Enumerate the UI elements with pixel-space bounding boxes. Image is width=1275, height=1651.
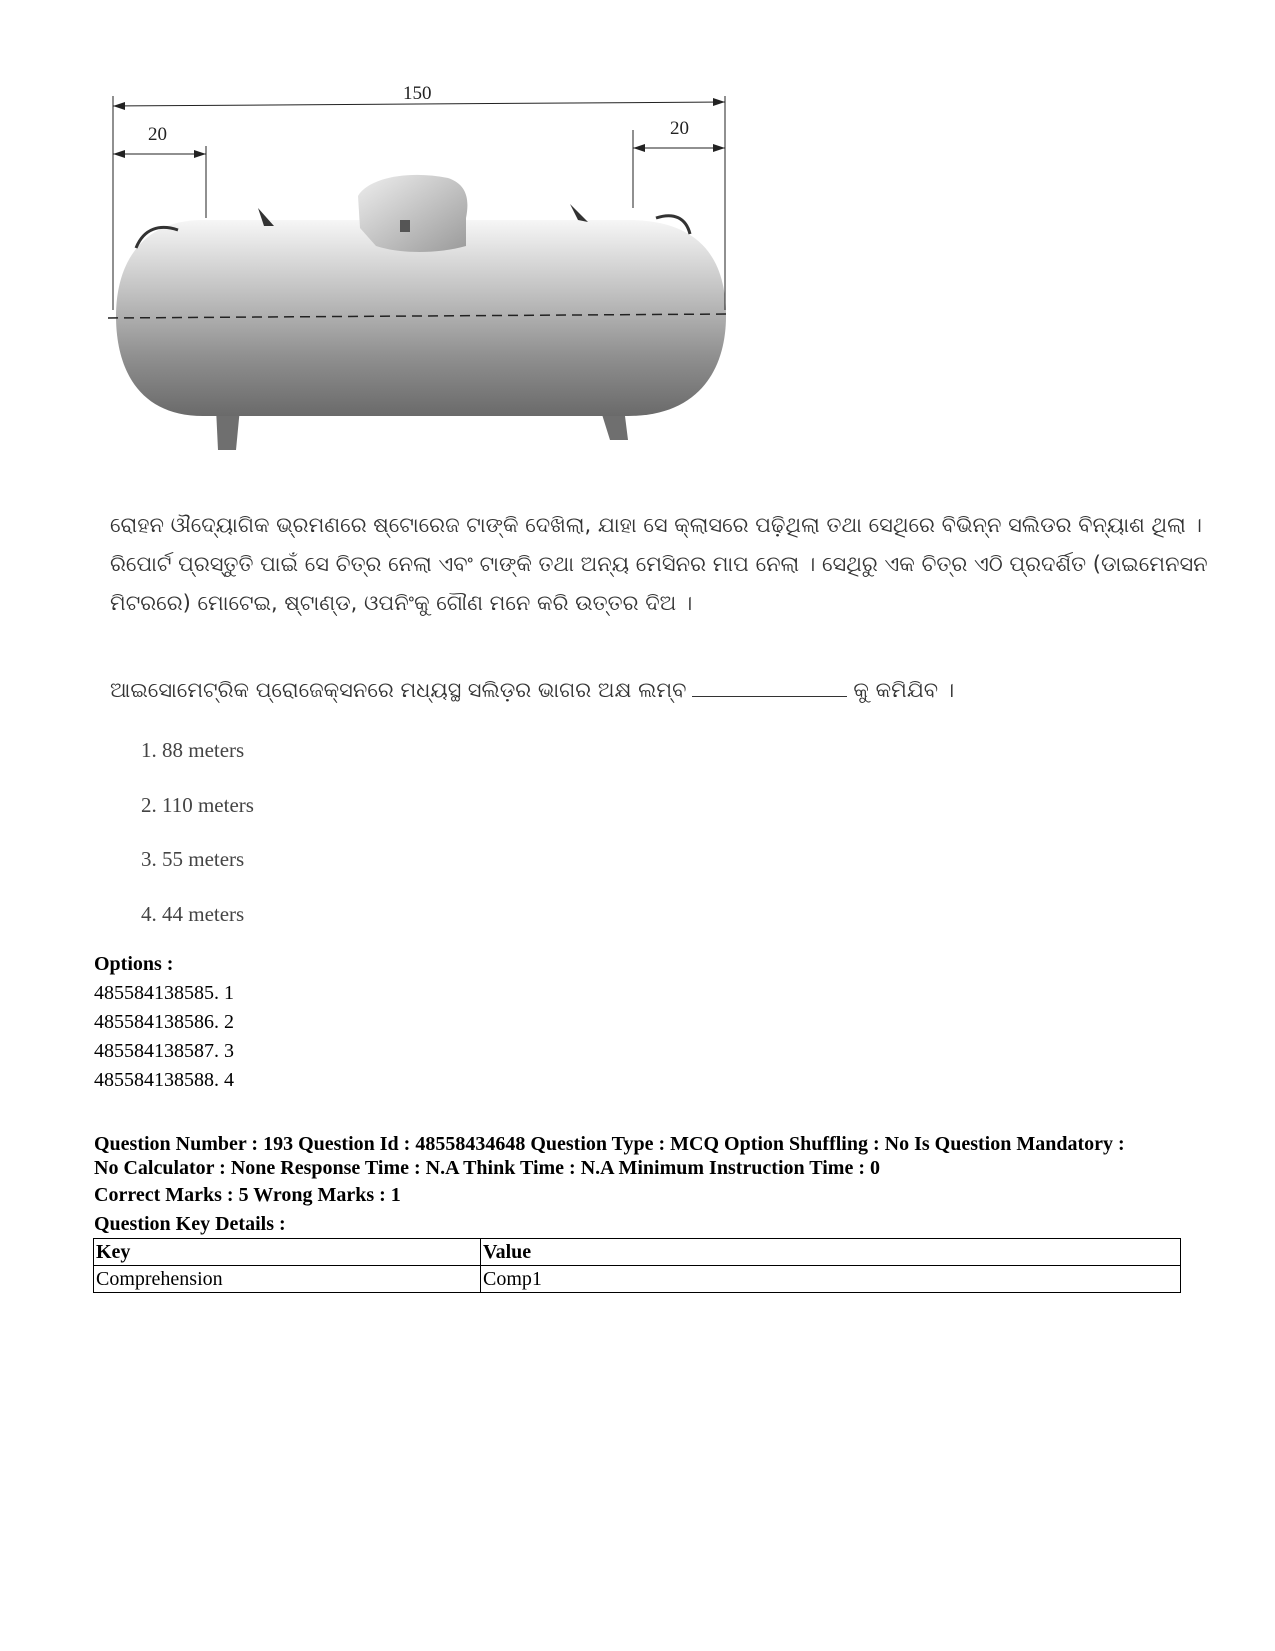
table-row — [94, 1266, 1181, 1293]
answer-choices — [141, 738, 254, 956]
question-meta — [94, 1132, 1194, 1180]
choice-item: 3. 55 meters — [141, 847, 245, 871]
choice-item: 2. 110 meters — [141, 792, 254, 817]
answer-blank — [692, 678, 847, 697]
option-id: 485584138587. 3 — [94, 1040, 234, 1062]
arrowhead — [194, 150, 206, 158]
question-text-end: କୁ କମିଯିବ । — [853, 678, 955, 702]
arrowhead — [113, 102, 125, 110]
arrowhead — [713, 144, 725, 152]
storage-tank-figure — [108, 78, 768, 478]
dim-label-overall: 150 — [403, 83, 432, 104]
passage-line: ରୋହନ ଔଦ୍ୟୋଗିକ ଭ୍ରମଣରେ ଷ୍ଟୋରେଜ ଟାଙ୍କି ଦେଖିଲା, ଯାହା ସେ କ୍ଲାସରେ ପଢ଼ିଥିଲା ତଥା ସେଥିରେ ବିଭିନ୍ନ ସଲିଡର ବିନ୍ୟାଶ ଥିଲା । — [110, 513, 1202, 537]
marks-line: Correct Marks : 5 Wrong Marks : 1 — [94, 1184, 401, 1206]
meta-line-1: Question Number : 193 Question Id : 48558434648 Question Type : MCQ Option Shuffling : No Is Question Mandatory : — [94, 1133, 1125, 1155]
passage-line: ମିଟରରେ) ମୋଟେଇ, ଷ୍ଟାଣ୍ଡ, ଓପନିଂକୁ ଗୌଣ ମନେ କରି ଉତ୍ତର ଦିଅ । — [110, 591, 693, 615]
arrowhead — [113, 150, 125, 158]
table-header-value: Value — [481, 1239, 1181, 1266]
table-header-key: Key — [94, 1239, 481, 1266]
question-stem — [110, 678, 1150, 703]
tank-illustration — [108, 78, 768, 478]
table-header-row — [94, 1239, 1181, 1266]
tank-dome — [358, 175, 467, 252]
option-id: 485584138588. 4 — [94, 1069, 234, 1091]
passage — [110, 506, 1208, 623]
valve-right — [570, 204, 588, 222]
key-details-heading: Question Key Details : — [94, 1213, 286, 1235]
option-id: 485584138585. 1 — [94, 982, 234, 1004]
meta-line-2: No Calculator : None Response Time : N.A Think Time : N.A Minimum Instruction Time : 0 — [94, 1157, 880, 1179]
question-text: ଆଇସୋମେଟ୍ରିକ ପ୍ରୋଜେକ୍ସନରେ ମଧ୍ୟସ୍ଥ ସଲିଡ଼ର ଭାଗର ଅକ୍ଷ ଲମ୍ବ — [110, 678, 687, 702]
choice-item: 1. 88 meters — [141, 738, 245, 762]
dome-latch — [400, 220, 410, 232]
option-id: 485584138586. 2 — [94, 1011, 234, 1033]
dim-label-left: 20 — [148, 124, 167, 145]
dim-label-right: 20 — [670, 118, 689, 139]
choice-item: 4. 44 meters — [141, 901, 245, 926]
table-cell-key: Comprehension — [94, 1266, 481, 1293]
table-cell-value: Comp1 — [481, 1266, 1181, 1293]
arrowhead — [713, 98, 725, 106]
passage-line: ରିପୋର୍ଟ ପ୍ରସ୍ତୁତି ପାଇଁ ସେ ଚିତ୍ର ନେଲା ଏବଂ ଟାଙ୍କି ତଥା ଅନ୍ୟ ମେସିନର ମାପ ନେଲା । ସେଥିରୁ ଏକ ଚିତ୍ର ଏଠି ପ୍ରଦର୍ଶିତ (ଡାଇମେନସନ — [110, 552, 1208, 576]
key-details-table — [93, 1238, 1181, 1293]
arrowhead — [633, 144, 645, 152]
options-block — [94, 950, 234, 1095]
options-header: Options : — [94, 953, 174, 975]
